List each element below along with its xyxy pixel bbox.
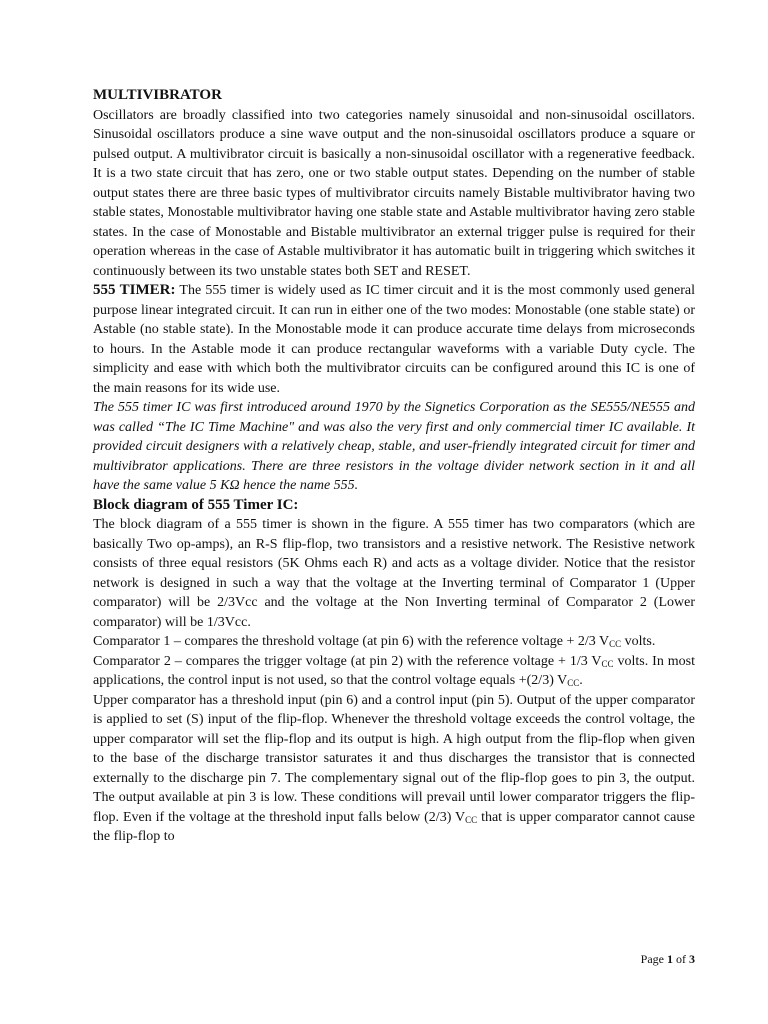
total-page-number: 3	[689, 952, 695, 966]
section-heading-block-diagram: Block diagram of 555 Timer IC:	[93, 496, 299, 513]
vcc-subscript: CC	[465, 814, 478, 825]
upper-comparator-text: Upper comparator has a threshold input (pin 6) and a control input (pin 5). Output of the upper comparator is applied to set (S) input of the flip-flop. Whenever the threshold voltage exceeds the control voltage, the upper comparator will set the flip-flop and its output is high. A high output from the flip-flop when given to the base of the discharge transistor saturates it and thus discharges the transistor that is connected externally to the discharge pin 7. The complementary signal out of the flip-flop goes to pin 3, the output. The output available at pin 3 is low. These conditions will prevail until lower comparator triggers the flip-flop. Even if the voltage at the threshold input falls below (2/3) V	[93, 692, 695, 825]
vcc-subscript: CC	[609, 639, 622, 649]
paragraph-history: The 555 timer IC was first introduced around 1970 by the Signetics Corporation as the SE555/NE555 and was called “The IC Time Machine" and was also the very first and only commercial timer IC available. It provided circuit designers with a relatively cheap, stable, and user-friendly integrated circuit for timer and multivibrator applications. There are three resistors in the voltage divider network section in it and all have the same value 5 KΩ hence the name 555.	[93, 400, 695, 493]
comparator-2-end: .	[579, 673, 583, 688]
section-heading-555-timer: 555 TIMER:	[93, 282, 176, 298]
paragraph-comparator-2	[93, 652, 695, 691]
section-heading-multivibrator: MULTIVIBRATOR	[93, 87, 222, 103]
current-page-number: 1	[667, 952, 673, 966]
paragraph-block-diagram: The block diagram of a 555 timer is shown in the figure. A 555 timer has two comparators (which are basically Two op-amps), an R-S flip-flop, two transistors and a resistive network. The Resistive network consists of three equal resistors (5K Ohms each R) and acts as a voltage divider. Notice that the resistor network is designed in such a way that the voltage at the Inverting terminal of Comparator 1 (Upper comparator) will be 2/3Vcc and the voltage at the Non Inverting terminal of Comparator 2 (Lower comparator) will be 1/3Vcc.	[93, 517, 695, 630]
page-of-label: of	[673, 952, 689, 966]
page-footer	[641, 952, 695, 967]
document-page	[93, 86, 695, 847]
comparator-2-tail: volts. In most applications, the control input is not used, so that the control voltage equals +(2/3) V	[93, 653, 695, 688]
vcc-subscript: CC	[567, 678, 580, 688]
vcc-subscript: CC	[601, 658, 614, 669]
paragraph-555-timer-text: The 555 timer is widely used as IC timer circuit and it is the most commonly used general purpose linear integrated circuit. It can run in either one of the two modes: Monostable (one stable state) or Astable (no stable state). In the Monostable mode it can produce accurate time delays from microseconds to hours. In the Astable mode it can produce rectangular waveforms with a variable Duty cycle. The simplicity and ease with which both the multivibrator circuits can be configured around this IC is one of the main reasons for its wide use.	[93, 283, 696, 396]
comparator-2-text: Comparator 2 – compares the trigger voltage (at pin 2) with the reference voltage + 1/3 V	[93, 653, 602, 669]
paragraph-multivibrator: Oscillators are broadly classified into two categories namely sinusoidal and non-sinusoidal oscillators. Sinusoidal oscillators produce a sine wave output and the non-sinusoidal oscillators produce a square or pulsed output. A multivibrator circuit is basically a non-sinusoidal oscillator with a regenerative feedback. It is a two state circuit that has zero, one or two stable output states. Depending on the number of stable output states there are three basic types of multivibrator circuits namely Bistable multivibrator having two stable states, Monostable multivibrator having one stable state and Astable multivibrator having zero stable states. In the case of Monostable and Bistable multivibrator an external trigger pulse is required for their operation whereas in the case of Astable multivibrator it has automatic built in triggering which switches it continuously between its two unstable states both SET and RESET.	[93, 107, 695, 279]
paragraph-upper-comparator	[93, 691, 695, 847]
comparator-1-tail: volts.	[621, 634, 656, 649]
paragraph-comparator-1	[93, 632, 695, 652]
page-label: Page	[640, 952, 667, 966]
upper-comparator-tail: that is upper comparator cannot cause the flip-flop to	[93, 809, 695, 844]
paragraph-555-timer	[93, 281, 695, 398]
comparator-1-text: Comparator 1 – compares the threshold voltage (at pin 6) with the reference voltage + 2/3 V	[93, 634, 610, 649]
